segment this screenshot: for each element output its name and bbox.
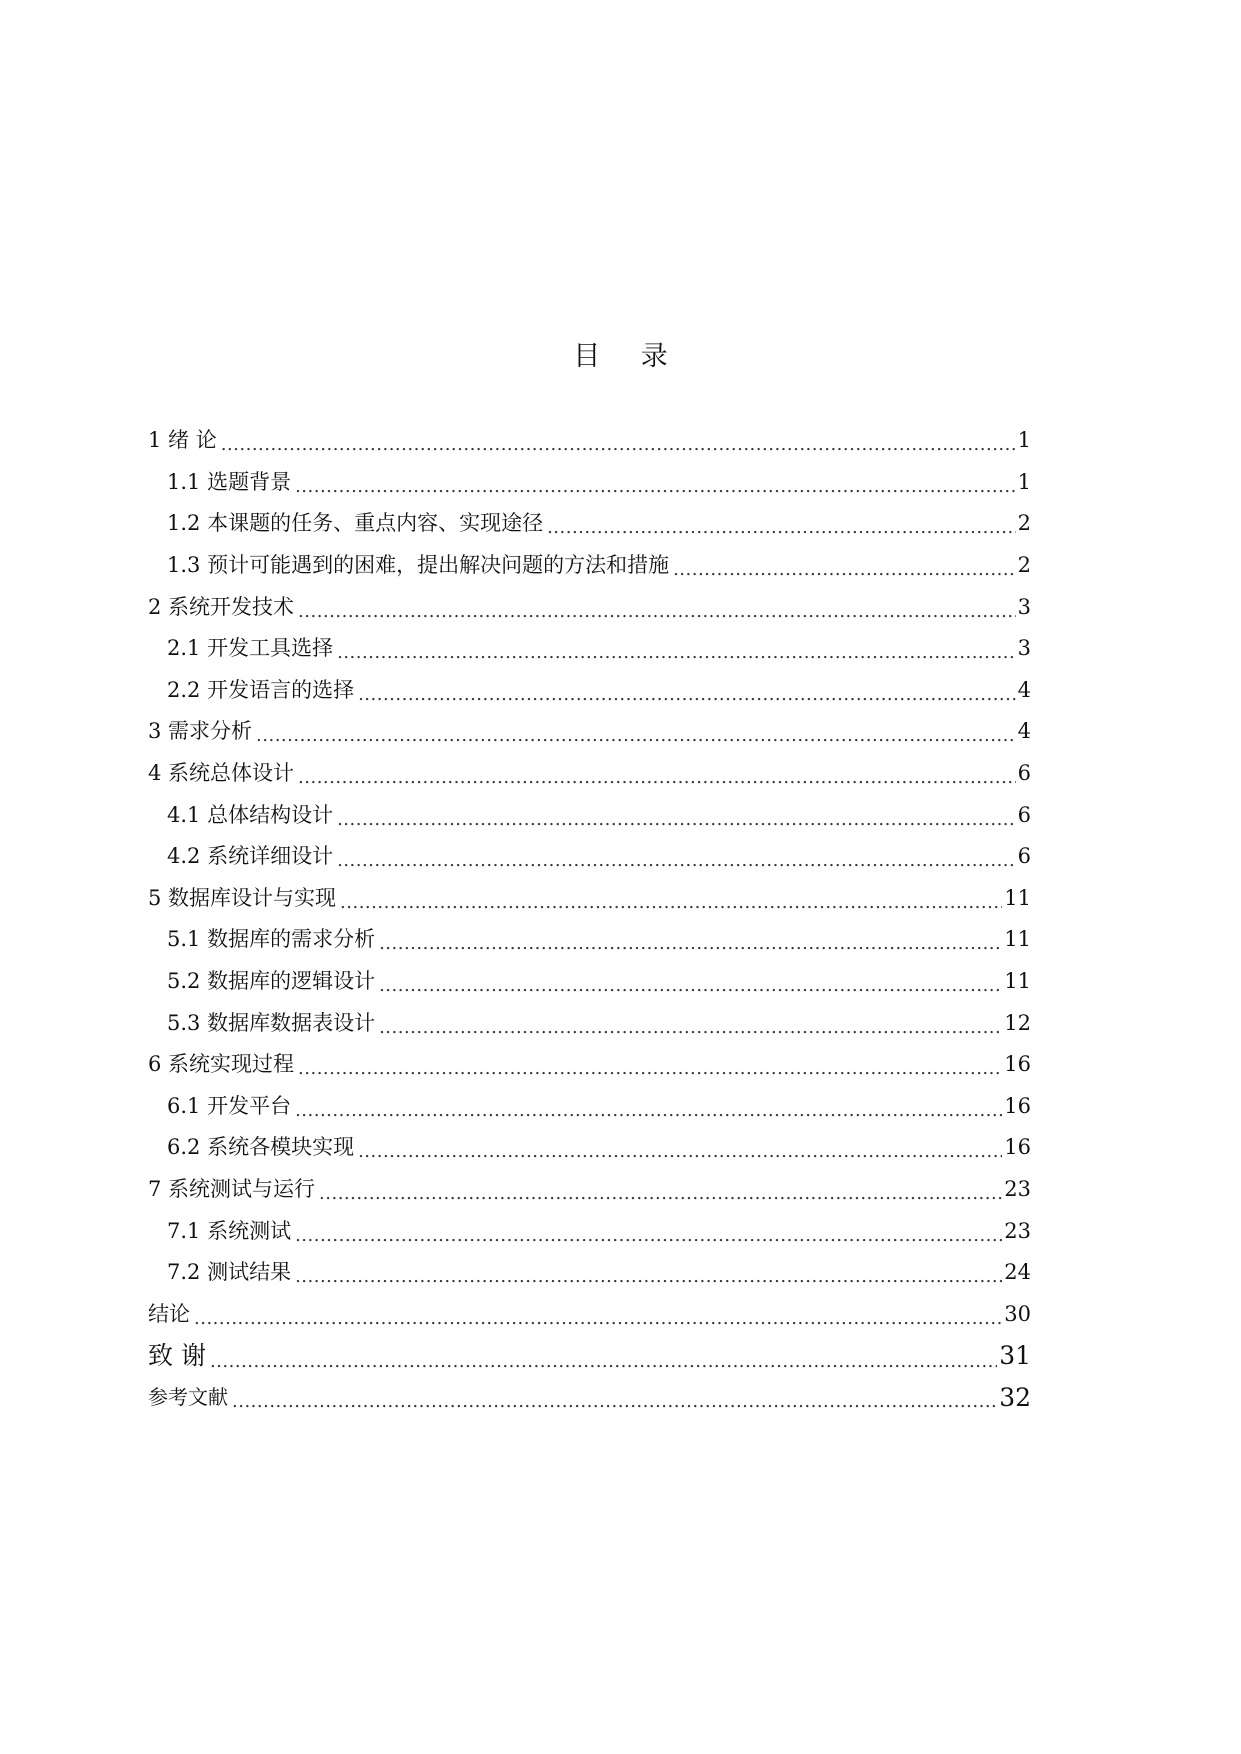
toc-entry[interactable] [148, 794, 1031, 836]
toc-entry[interactable] [148, 878, 1031, 920]
toc-entry-label: 2.2 开发语言的选择 [167, 677, 355, 702]
toc-entry-page-number: 23 [1004, 1218, 1031, 1243]
toc-entry-label: 4.2 系统详细设计 [167, 844, 334, 869]
toc-leader-dots [547, 516, 1016, 537]
toc-leader-dots [256, 724, 1016, 745]
toc-entry-label: 5.2 数据库的逻辑设计 [167, 969, 376, 994]
toc-entry-label: 1 绪 论 [148, 428, 217, 453]
toc-entry-label: 2.1 开发工具选择 [167, 636, 334, 661]
toc-entry-label: 1.1 选题背景 [167, 469, 292, 494]
toc-entry[interactable] [148, 462, 1031, 504]
toc-entry[interactable] [148, 670, 1031, 712]
page-title: 目 录 [573, 341, 684, 372]
table-of-contents [148, 420, 1031, 1418]
toc-entry-label: 1.3 预计可能遇到的困难，提出解决问题的方法和措施 [167, 553, 670, 578]
toc-entry-page-number: 6 [1017, 802, 1031, 827]
toc-entry-label: 5 数据库设计与实现 [148, 885, 337, 910]
toc-entry[interactable] [148, 919, 1031, 961]
toc-entry-label: 致 谢 [148, 1341, 206, 1371]
toc-entry-label: 5.3 数据库数据表设计 [167, 1010, 376, 1035]
toc-leader-dots [379, 1016, 1002, 1037]
toc-entry-label: 7.1 系统测试 [167, 1218, 292, 1243]
toc-entry-page-number: 30 [1004, 1301, 1031, 1326]
toc-leader-dots [673, 558, 1016, 579]
toc-entry-page-number: 16 [1004, 1052, 1031, 1077]
toc-entry-label: 4 系统总体设计 [148, 761, 295, 786]
toc-leader-dots [295, 1099, 1002, 1120]
toc-entry-label: 5.1 数据库的需求分析 [167, 927, 376, 952]
toc-leader-dots [194, 1307, 1002, 1328]
toc-entry-page-number: 11 [1004, 969, 1031, 994]
toc-leader-dots [340, 891, 1002, 912]
toc-entry[interactable] [148, 1086, 1031, 1128]
toc-entry-label: 6 系统实现过程 [148, 1052, 295, 1077]
toc-entry[interactable] [148, 1002, 1031, 1044]
toc-entry[interactable] [148, 836, 1031, 878]
toc-entry-label: 7 系统测试与运行 [148, 1176, 316, 1201]
toc-entry-page-number: 32 [999, 1382, 1031, 1412]
toc-entry-page-number: 6 [1017, 844, 1031, 869]
toc-leader-dots [379, 932, 1002, 953]
toc-entry-label: 7.2 测试结果 [167, 1260, 292, 1285]
toc-leader-dots [298, 600, 1016, 621]
toc-leader-dots [221, 433, 1016, 454]
toc-entry-page-number: 4 [1017, 719, 1031, 744]
toc-entry-page-number: 3 [1017, 594, 1031, 619]
toc-leader-dots [295, 475, 1016, 496]
toc-entry-page-number: 31 [999, 1341, 1031, 1371]
toc-entry-page-number: 11 [1004, 885, 1031, 910]
toc-entry-page-number: 11 [1004, 927, 1031, 952]
toc-leader-dots [337, 849, 1016, 870]
toc-leader-dots [210, 1346, 997, 1371]
toc-entry-page-number: 1 [1017, 428, 1031, 453]
toc-entry[interactable] [148, 1044, 1031, 1086]
toc-entry[interactable] [148, 420, 1031, 462]
toc-leader-dots [232, 1390, 997, 1411]
toc-entry[interactable] [148, 1127, 1031, 1169]
toc-entry-label: 4.1 总体结构设计 [167, 802, 334, 827]
toc-entry-page-number: 1 [1017, 469, 1031, 494]
toc-entry-page-number: 16 [1004, 1135, 1031, 1160]
toc-leader-dots [337, 808, 1016, 829]
toc-leader-dots [358, 1140, 1002, 1161]
toc-leader-dots [298, 766, 1016, 787]
toc-entry[interactable] [148, 1335, 1031, 1377]
toc-entry[interactable] [148, 1210, 1031, 1252]
toc-entry[interactable] [148, 628, 1031, 670]
toc-leader-dots [379, 974, 1002, 995]
toc-leader-dots [295, 1224, 1002, 1245]
toc-entry[interactable] [148, 586, 1031, 628]
toc-entry[interactable] [148, 1252, 1031, 1294]
toc-entry-page-number: 3 [1017, 636, 1031, 661]
toc-entry-label: 6.2 系统各模块实现 [167, 1135, 355, 1160]
toc-leader-dots [295, 1265, 1002, 1286]
toc-leader-dots [337, 641, 1016, 662]
toc-entry[interactable] [148, 1169, 1031, 1211]
toc-entry-label: 结论 [148, 1301, 190, 1326]
toc-entry[interactable] [148, 503, 1031, 545]
toc-entry[interactable] [148, 753, 1031, 795]
toc-entry[interactable] [148, 1377, 1031, 1419]
toc-entry-page-number: 24 [1004, 1260, 1031, 1285]
toc-entry-label: 2 系统开发技术 [148, 594, 295, 619]
toc-entry-page-number: 12 [1004, 1010, 1031, 1035]
toc-entry[interactable] [148, 545, 1031, 587]
toc-entry-page-number: 6 [1017, 761, 1031, 786]
toc-entry[interactable] [148, 711, 1031, 753]
toc-entry[interactable] [148, 1293, 1031, 1335]
toc-leader-dots [298, 1057, 1002, 1078]
toc-entry-page-number: 23 [1004, 1176, 1031, 1201]
toc-entry-page-number: 2 [1017, 511, 1031, 536]
toc-leader-dots [319, 1182, 1002, 1203]
toc-entry-page-number: 2 [1017, 553, 1031, 578]
toc-entry-label: 6.1 开发平台 [167, 1093, 292, 1118]
toc-entry-label: 参考文献 [148, 1385, 228, 1410]
toc-entry-label: 1.2 本课题的任务、重点内容、实现途径 [167, 511, 544, 536]
toc-leader-dots [358, 683, 1016, 704]
toc-entry-page-number: 4 [1017, 677, 1031, 702]
toc-entry[interactable] [148, 961, 1031, 1003]
toc-entry-label: 3 需求分析 [148, 719, 253, 744]
toc-entry-page-number: 16 [1004, 1093, 1031, 1118]
